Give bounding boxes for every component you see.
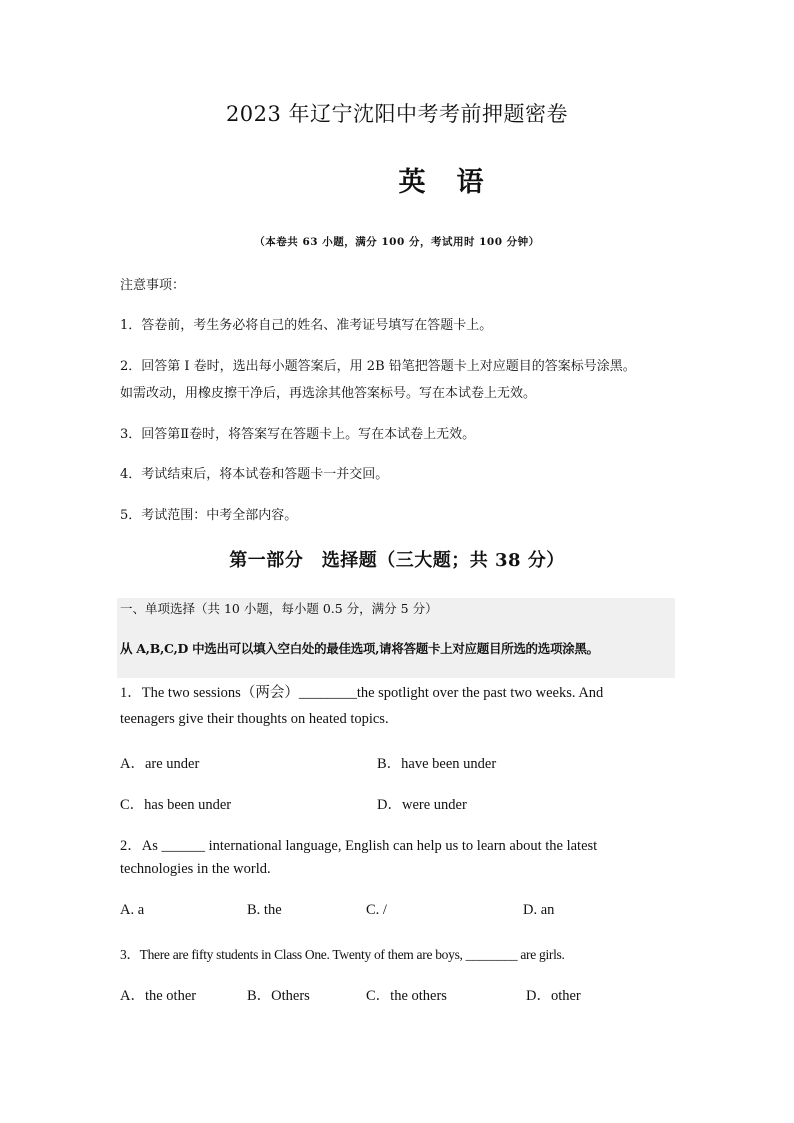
question-1-option-c: C．has been under: [120, 797, 232, 813]
question-2-option-d: D. an: [523, 902, 555, 918]
exam-meta: （本卷共 63 小题，满分 100 分，考试用时 100 分钟）: [254, 236, 540, 248]
question-2-line-2: technologies in the world.: [120, 861, 271, 877]
question-3-line-1: 3．There are fifty students in Class One. Twenty of them are boys, ________ are girls.: [120, 947, 565, 962]
note-item: 1．答卷前，考生务必将自己的姓名、准考证号填写在答题卡上。: [120, 318, 493, 333]
section-title: 第一部分 选择题（三大题；共 38 分）: [229, 550, 565, 571]
question-2-line-1: 2．As ______ international language, English can help us to learn about the latest: [120, 838, 598, 854]
question-1-option-b: B．have been under: [377, 756, 497, 772]
question-2-option-a: A. a: [120, 902, 145, 918]
instruction-title: 一、单项选择（共 10 小题，每小题 0.5 分，满分 5 分）: [120, 601, 438, 616]
note-item: 5．考试范围：中考全部内容。: [120, 508, 298, 523]
subject-title: 英 语: [398, 167, 486, 198]
question-3-option-c: C．the others: [366, 988, 447, 1004]
exam-title: 2023 年辽宁沈阳中考考前押题密卷: [225, 102, 569, 126]
question-3-option-a: A．the other: [120, 988, 197, 1004]
question-1-line-1: 1．The two sessions（两会）________the spotlight over the past two weeks. And: [120, 685, 604, 701]
question-2-option-b: B. the: [247, 902, 282, 918]
instruction-text: 从 A,B,C,D 中选出可以填入空白处的最佳选项,请将答题卡上对应题目所选的选项涂黑。: [120, 641, 599, 656]
question-1-option-a: A．are under: [120, 756, 200, 772]
question-1-line-2: teenagers give their thoughts on heated topics.: [120, 711, 389, 727]
note-item: 2．回答第 I 卷时，选出每小题答案后，用 2B 铅笔把答题卡上对应题目的答案标号涂黑。: [120, 359, 636, 374]
question-2-option-c: C. /: [366, 902, 387, 918]
question-3-option-d: D．other: [526, 988, 581, 1004]
note-item: 如需改动，用橡皮擦干净后，再选涂其他答案标号。写在本试卷上无效。: [120, 386, 537, 401]
notes-heading: 注意事项：: [120, 278, 186, 293]
question-1-option-d: D．were under: [377, 797, 467, 813]
note-item: 4．考试结束后，将本试卷和答题卡一并交回。: [120, 467, 389, 482]
question-3-option-b: B．Others: [247, 988, 310, 1004]
note-item: 3．回答第Ⅱ卷时，将答案写在答题卡上。写在本试卷上无效。: [120, 427, 476, 442]
